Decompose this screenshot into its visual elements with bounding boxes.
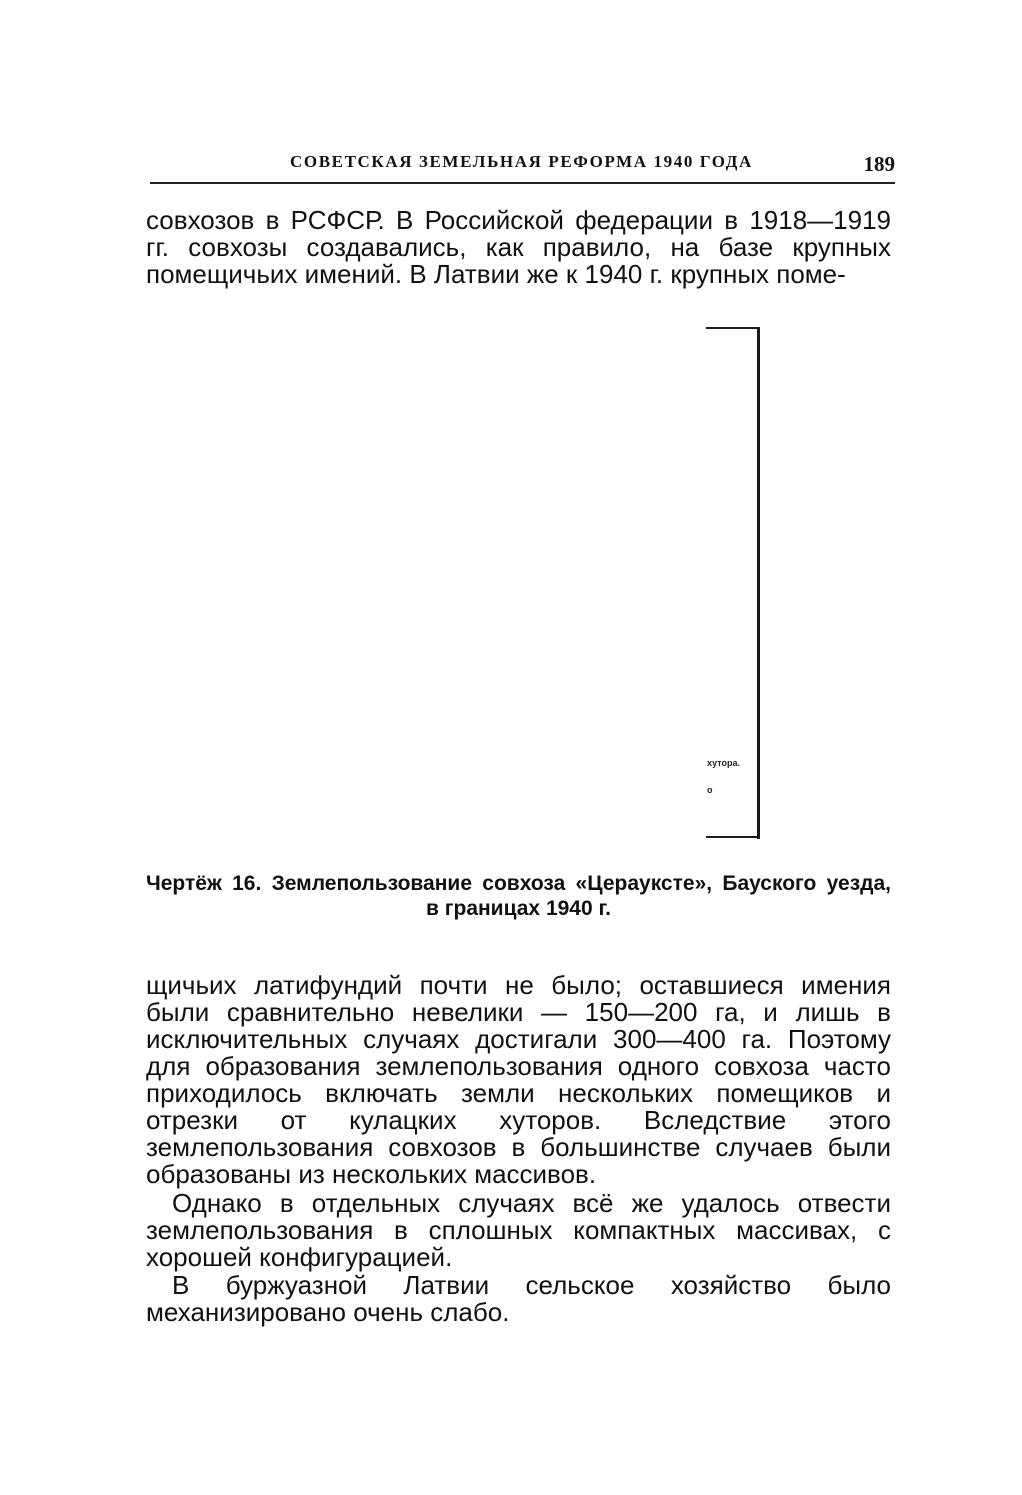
figure-caption-line: Чертёж 16. Землепользование совхоза «Цераукстe», Бауского уезда, (146, 872, 891, 895)
running-head (150, 148, 895, 184)
figure-caption-line: в границах 1940 г. (426, 897, 611, 920)
map-label: о (707, 785, 713, 795)
paragraph-top: совхозов в РСФСР. В Российской федерации в 1918—1919 гг. совхозы создавались, как правило, на базе крупных помещичьих имений. В Латвии же к 1940 г. крупных поме- (146, 205, 891, 289)
paragraph-body: щичьих латифундий почти не было; оставшиеся имения были сравнительно невелики — 150—200 га, и лишь в исключительных случаях достигали 300—400 га. Поэтому для образования землепользования одного совхоза часто приходилось включать земли нескольких помещиков и отрезки от кулацких хуторов. Вследствие этого землепользования совхозов в большинстве случаев были образованы из нескольких массивов. (146, 970, 891, 1189)
figure-map (150, 322, 910, 842)
map-frame-side (757, 327, 760, 839)
map-frame-bottom (706, 836, 760, 838)
figure-caption (146, 871, 891, 921)
page-number: 189 (863, 152, 895, 176)
map-label: хутора. (707, 758, 741, 768)
paragraph-body: В буржуазной Латвии сельское хозяйство было механизировано очень слабо. (146, 1270, 891, 1327)
paragraph-body: Однако в отдельных случаях всё же удалось отвести землепользования в сплошных компактных массивах, с хорошей конфигурацией. (146, 1188, 891, 1272)
running-head-title: СОВЕТСКАЯ ЗЕМЕЛЬНАЯ РЕФОРМА 1940 ГОДА (290, 152, 753, 171)
map-frame-top (706, 327, 760, 329)
